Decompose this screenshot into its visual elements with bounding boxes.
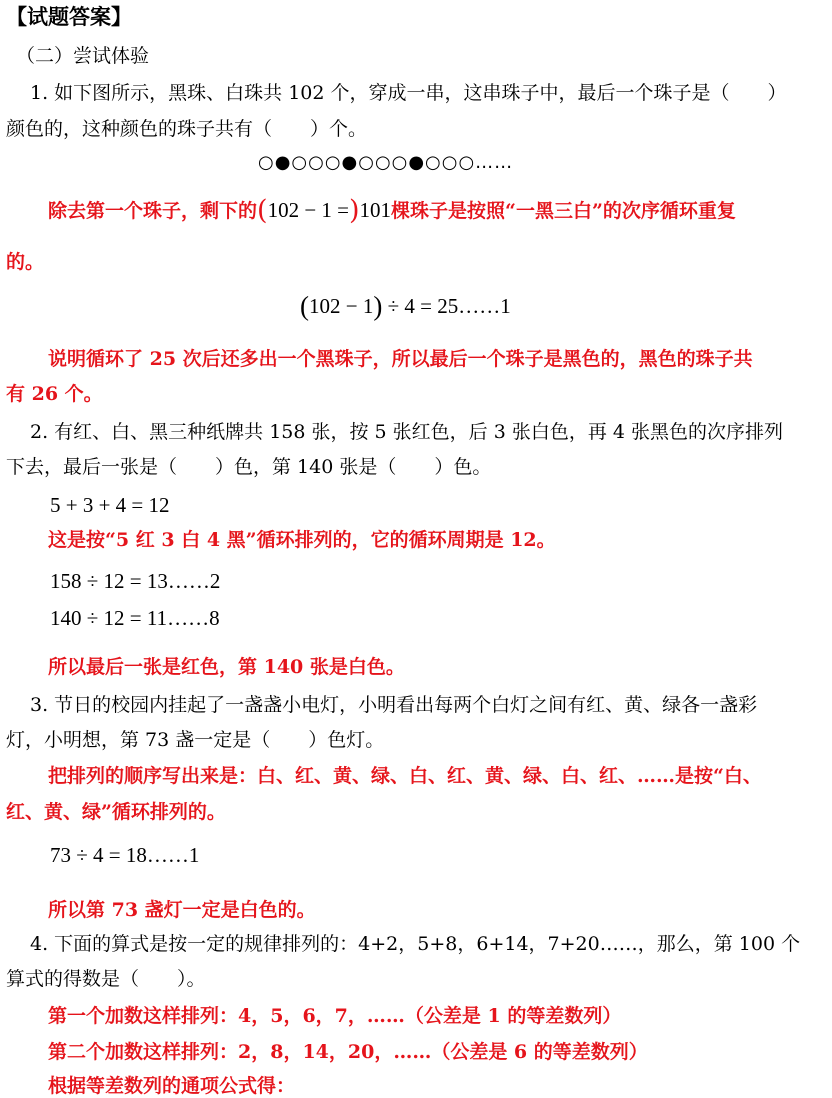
q3-line1: 3. 节日的校园内挂起了一盏盏小电灯，小明看出每两个白灯之间有红、黄、绿各一盏彩 xyxy=(30,694,758,716)
q2-equation2: 158 ÷ 12 = 13……2 xyxy=(50,569,221,593)
q1-s1-expr: 102 − 1 = xyxy=(267,198,349,222)
q1-s1-post: 棵珠子是按照“一黑三白”的次序循环重复 xyxy=(391,200,736,222)
q2-line1: 2. 有红、白、黑三种纸牌共 158 张，按 5 张红色，后 3 张白色，再 4 张黑色的次序排列 xyxy=(30,421,784,443)
paren-left: ( xyxy=(257,195,268,226)
q3-line2: 灯，小明想，第 73 盏一定是（ ）色灯。 xyxy=(6,729,385,751)
answer-header: 【试题答案】 xyxy=(6,4,132,29)
q1-s1-mid: 101 xyxy=(359,198,392,222)
q2-equation3: 140 ÷ 12 = 11……8 xyxy=(50,606,220,630)
q1-solution-line1-cont: 的。 xyxy=(6,251,45,273)
q4-solution-line1: 第一个加数这样排列：4，5，6，7，……（公差是 1 的等差数列） xyxy=(48,1005,622,1027)
q3-equation: 73 ÷ 4 = 18……1 xyxy=(50,843,200,867)
q1-eq-rest: ÷ 4 = 25……1 xyxy=(382,294,511,318)
q1-line2: 颜色的，这种颜色的珠子共有（ ）个。 xyxy=(6,118,368,140)
q3-solution-line1: 把排列的顺序写出来是：白、红、黄、绿、白、红、黄、绿、白、红、……是按“白、 xyxy=(48,765,762,787)
q4-line2: 算式的得数是（ ）。 xyxy=(6,968,206,990)
q1-eq-inner: 102 − 1 xyxy=(309,294,374,318)
q1-equation xyxy=(300,293,511,320)
q3-solution-line2: 所以第 73 盏灯一定是白色的。 xyxy=(48,899,316,921)
q3-solution-line1-cont: 红、黄、绿”循环排列的。 xyxy=(6,801,226,823)
q4-solution-line3: 根据等差数列的通项公式得： xyxy=(48,1075,296,1097)
q1-solution-line2: 说明循环了 25 次后还多出一个黑珠子，所以最后一个珠子是黑色的，黑色的珠子共 xyxy=(48,348,753,370)
q1-solution-line2-cont: 有 26 个。 xyxy=(6,383,103,405)
paren-left: ( xyxy=(300,291,309,321)
q1-line1: 1. 如下图所示，黑珠、白珠共 102 个，穿成一串，这串珠子中，最后一个珠子是（ ） xyxy=(30,82,787,104)
paren-right: ) xyxy=(349,195,360,226)
q2-equation1: 5 + 3 + 4 = 12 xyxy=(50,493,170,517)
q2-solution-line2: 所以最后一张是红色，第 140 张是白色。 xyxy=(48,656,405,678)
q4-line1: 4. 下面的算式是按一定的规律排列的：4+2，5+8，6+14，7+20……，那么，第 100 个 xyxy=(30,933,801,955)
q1-s1-pre: 除去第一个珠子，剩下的 xyxy=(48,200,258,222)
q1-solution-line1 xyxy=(48,197,736,224)
q2-solution-line1: 这是按“5 红 3 白 4 黑”循环排列的，它的循环周期是 12。 xyxy=(48,529,556,551)
paren-right: ) xyxy=(373,291,383,321)
section-title: （二）尝试体验 xyxy=(16,45,150,67)
q4-solution-line2: 第二个加数这样排列：2，8，14，20，……（公差是 6 的等差数列） xyxy=(48,1041,648,1063)
q2-line2: 下去，最后一张是（ ）色，第 140 张是（ ）色。 xyxy=(6,456,492,478)
beads-sequence: ○●○○○●○○○●○○○…… xyxy=(258,152,514,173)
